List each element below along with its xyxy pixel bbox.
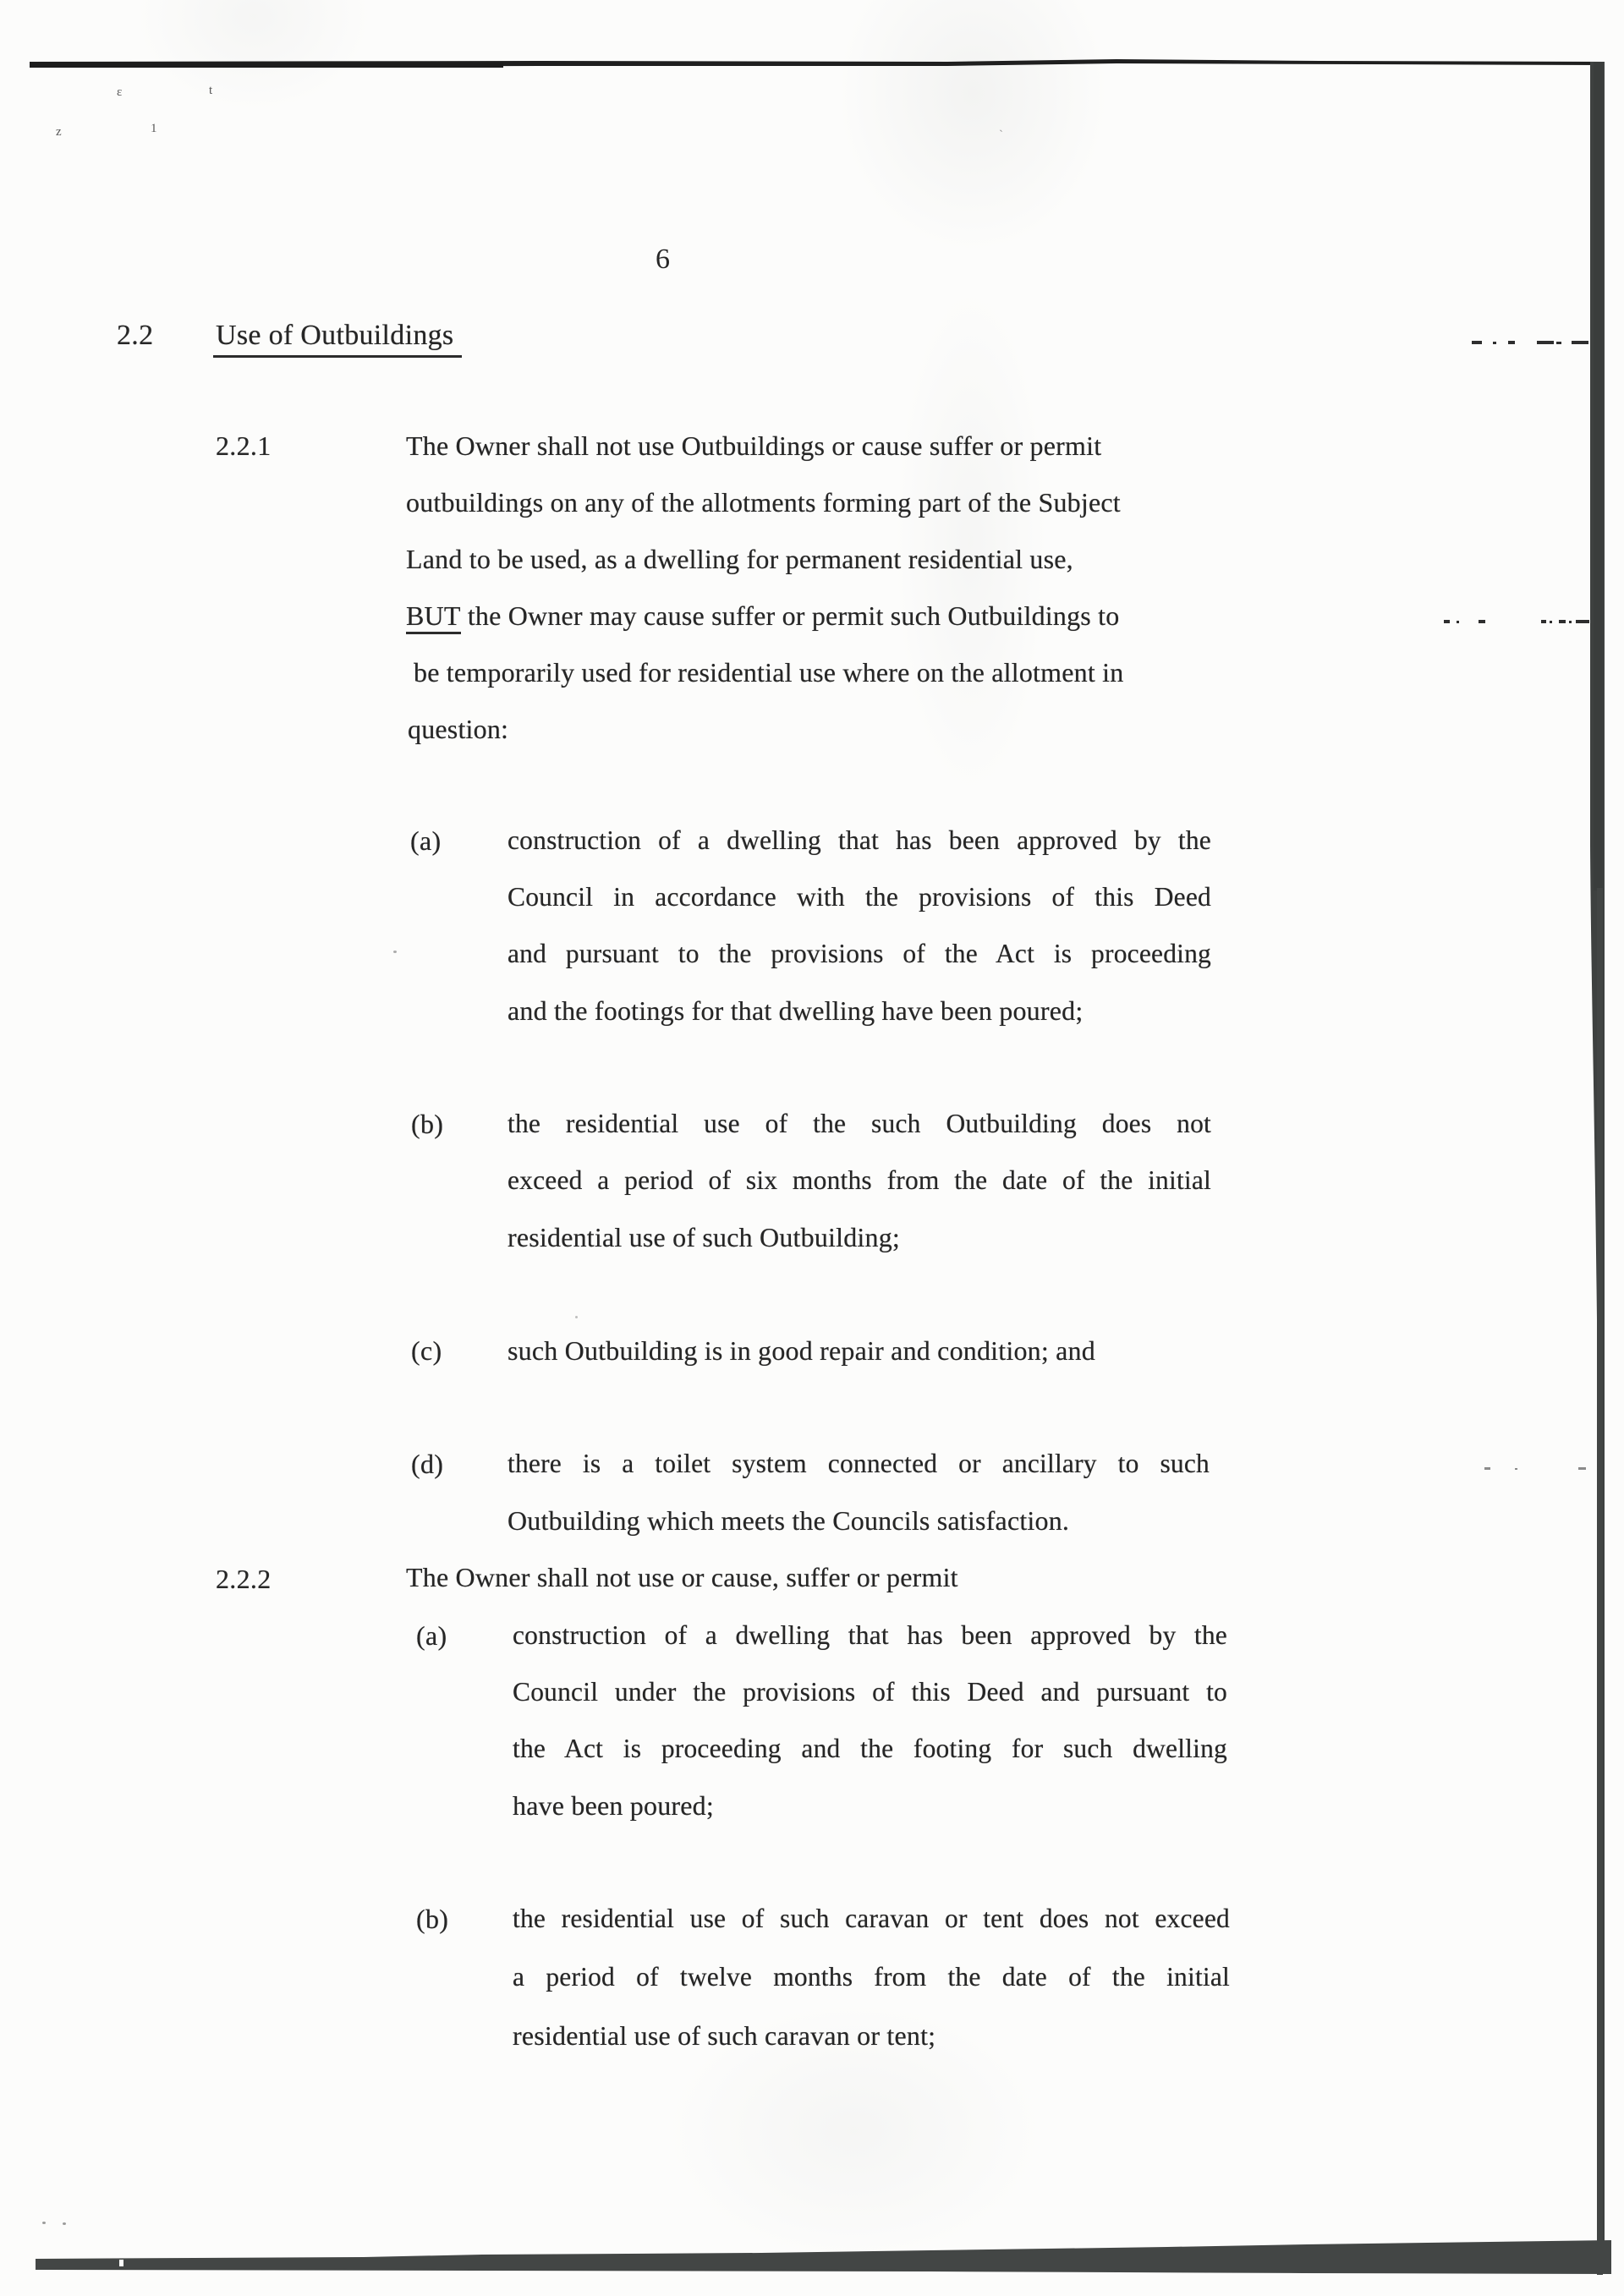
clause-221-line-4-rest	[461, 600, 468, 631]
clause-222b-label: (b)	[416, 1904, 449, 1934]
dash-marks-row-3	[1484, 1467, 1586, 1470]
clause-222-line-1: The Owner shall not use or cause, suffer or permit	[406, 1562, 958, 1592]
right-scan-band	[1590, 62, 1605, 2275]
clause-221d-label: (d)	[411, 1449, 444, 1479]
clause-221-line-4-text: the Owner may cause suffer or permit such Outbuildings to	[467, 600, 1120, 631]
clause-221-line-1: The Owner shall not use Outbuildings or cause suffer or permit	[406, 430, 1102, 461]
clause-221-line-2: outbuildings on any of the allotments forming part of the Subject	[406, 487, 1121, 518]
clause-222b-line-2: a period of twelve months from the date of the initial	[513, 1962, 1230, 1992]
clause-221-line-6: question:	[408, 714, 509, 744]
clause-222a-line-3: the Act is proceeding and the footing for such dwelling	[513, 1734, 1227, 1763]
clause-222a-line-1: construction of a dwelling that has been approved by the	[513, 1620, 1227, 1650]
top-scan-rule	[30, 59, 1604, 68]
clause-221-label: 2.2.1	[216, 430, 272, 461]
stray-mark-1: ε	[117, 85, 123, 99]
clause-222a-line-4: have been poured;	[513, 1790, 714, 1821]
clause-221-line-5: be temporarily used for residential use where on the allotment in	[414, 657, 1124, 688]
paper-speck	[63, 2222, 66, 2225]
clause-221-but-underlined: BUT	[406, 600, 461, 634]
stray-mark-2: t	[209, 84, 213, 97]
clause-221a-line-4: and the footings for that dwelling have been poured;	[508, 995, 1084, 1026]
clause-221b-line-3: residential use of such Outbuilding;	[508, 1222, 901, 1252]
bottom-scan-band	[36, 2240, 1611, 2274]
clause-221a-line-1: construction of a dwelling that has been approved by the	[508, 825, 1211, 855]
clause-222b-line-1: the residential use of such caravan or tent does not exceed	[513, 1904, 1230, 1933]
clause-222-label: 2.2.2	[216, 1564, 272, 1594]
clause-221d-line-1: there is a toilet system connected or ancillary to such	[508, 1449, 1210, 1478]
clause-221c-line-1: such Outbuilding is in good repair and condition; and	[508, 1335, 1095, 1366]
heading-title	[216, 320, 462, 352]
dash-marks-row-2	[1444, 620, 1589, 623]
stray-mark-4: 1	[151, 122, 157, 135]
clause-221-line-3: Land to be used, as a dwelling for permanent residential use,	[406, 544, 1073, 574]
heading-title-text: Use of Outbuildings	[213, 320, 462, 358]
clause-221b-label: (b)	[411, 1109, 444, 1139]
clause-221-line-4	[406, 600, 1119, 632]
clause-221c-label: (c)	[411, 1335, 442, 1366]
page-number: 6	[656, 244, 670, 275]
heading-number: 2.2	[117, 320, 154, 351]
clause-221d-line-2: Outbuilding which meets the Councils satisfaction.	[508, 1505, 1070, 1536]
clause-221a-label: (a)	[410, 825, 442, 856]
clause-221a-line-3: and pursuant to the provisions of the Act is proceeding	[508, 939, 1211, 968]
clause-222b-line-3: residential use of such caravan or tent;	[513, 2020, 936, 2051]
stray-mark-5: `	[999, 129, 1003, 142]
paper-speck	[393, 951, 397, 953]
clause-222a-line-2: Council under the provisions of this Deed and pursuant to	[513, 1677, 1227, 1707]
dash-marks-row-1	[1472, 341, 1588, 344]
clause-221b-line-1: the residential use of the such Outbuilding does not	[508, 1109, 1211, 1138]
stray-mark-3: z	[56, 125, 62, 139]
clause-221a-line-2: Council in accordance with the provisions of this Deed	[508, 882, 1211, 912]
clause-222a-label: (a)	[416, 1620, 447, 1651]
clause-221b-line-2: exceed a period of six months from the date of the initial	[508, 1165, 1211, 1195]
paper-speck	[42, 2222, 46, 2224]
paper-speck	[575, 1316, 578, 1318]
